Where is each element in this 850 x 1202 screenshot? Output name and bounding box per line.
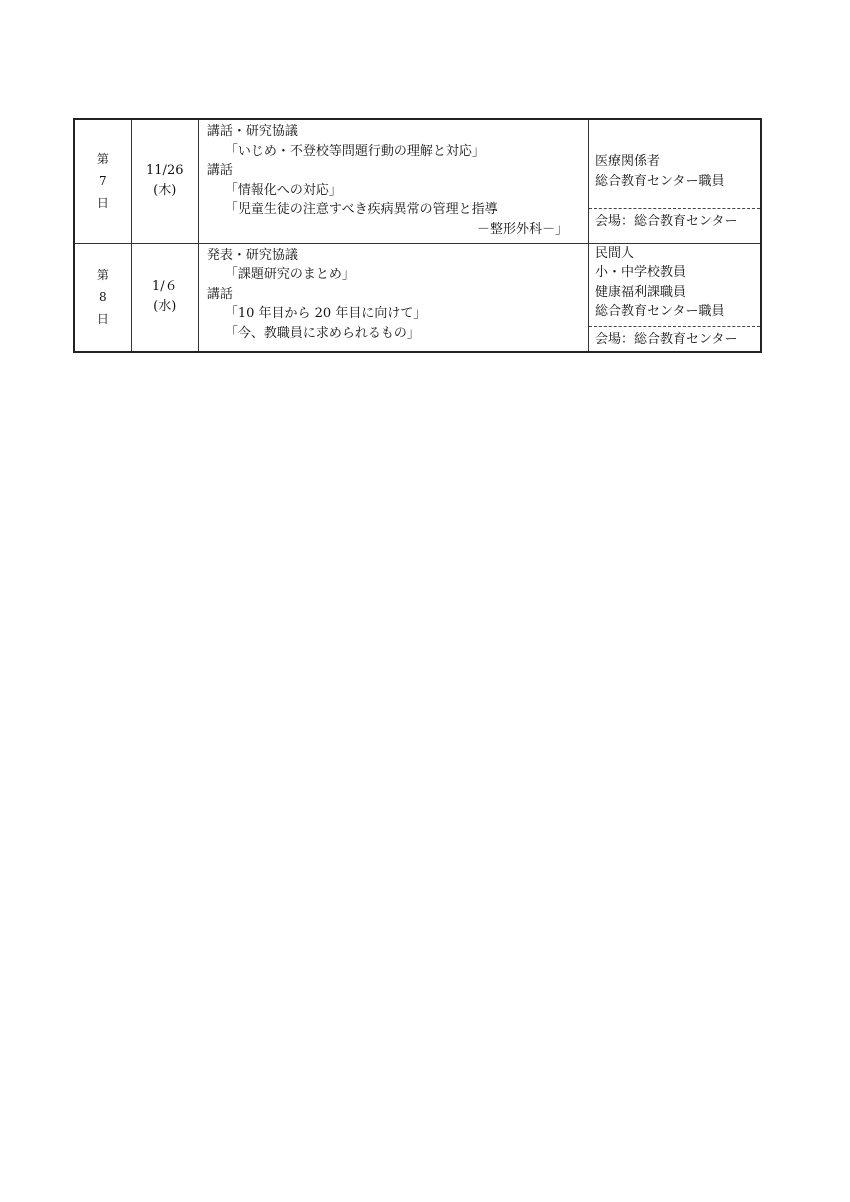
date-cell: [131, 243, 198, 352]
staff-item: 小・中学校教員: [594, 265, 686, 280]
weekday-value: (木): [153, 183, 177, 199]
session-topic: 「児童生徒の注意すべき疾病異常の管理と指導: [224, 202, 498, 217]
date-cell: [131, 119, 198, 243]
staff-item: 総合教育センター職員: [594, 304, 725, 319]
day-suffix: 日: [96, 196, 109, 211]
staff-item: 医療関係者: [594, 154, 660, 169]
day-number: 8: [99, 290, 107, 304]
session-type: 講話: [206, 163, 233, 178]
session-topic-continuation: －整形外科－」: [476, 221, 568, 237]
session-topic: 「今、教職員に求められるもの」: [224, 325, 420, 341]
staff-cell: [588, 119, 761, 243]
session-type: 講話・研究協議: [206, 124, 298, 139]
table-row: [74, 119, 761, 243]
session-topic: 「情報化への対応」: [224, 182, 342, 198]
date-value: 11/26: [146, 163, 184, 179]
venue-label: 会場：総合教育センター: [589, 326, 760, 351]
day-number-cell: [74, 243, 131, 352]
day-number-cell: [74, 119, 131, 243]
day-number: 7: [99, 174, 107, 189]
training-schedule-table: [73, 118, 762, 353]
session-topic: 「10 年目から 20 年目に向けて」: [224, 306, 427, 321]
staff-list: [589, 120, 760, 208]
day-suffix: 日: [96, 312, 109, 326]
staff-item: 健康福利課職員: [594, 284, 686, 300]
staff-list: [589, 244, 760, 326]
session-topic: 「いじめ・不登校等問題行動の理解と対応」: [224, 143, 485, 159]
table-row: [74, 243, 761, 352]
weekday-value: (水): [153, 299, 177, 314]
content-cell: [198, 243, 588, 352]
day-prefix: 第: [96, 268, 109, 282]
session-type: 講話: [206, 286, 233, 302]
session-type: 発表・研究協議: [206, 247, 298, 263]
date-value: 1/６: [151, 279, 178, 294]
content-cell: [198, 119, 588, 243]
session-topic: 「課題研究のまとめ」: [224, 267, 355, 282]
staff-item: 総合教育センター職員: [594, 173, 725, 189]
staff-cell: [588, 243, 761, 352]
venue-label: 会場：総合教育センター: [589, 208, 760, 233]
day-prefix: 第: [96, 152, 109, 167]
staff-item: 民間人: [594, 245, 634, 261]
